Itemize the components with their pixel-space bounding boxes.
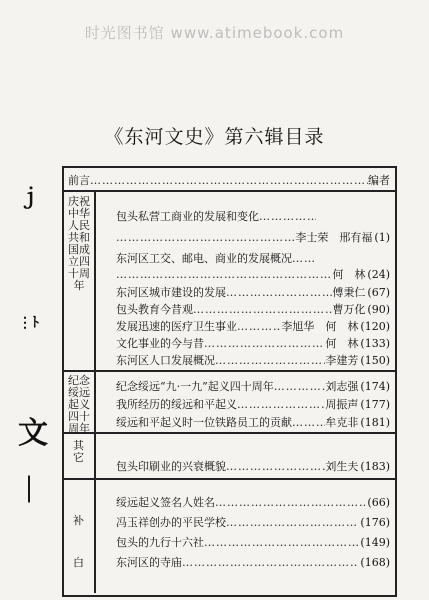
entry-title: 我所经历的绥远和平起义 — [116, 398, 237, 411]
entry-title: 东河区人口发展概况 — [116, 354, 215, 367]
entry-title: 东河区工交、邮电、商业的发展概况 — [116, 252, 292, 265]
entry-title: 东河区城市建设的发展 — [116, 286, 226, 299]
entry-page: (168) — [360, 556, 390, 569]
margin-mark: ⋮ﾄ — [18, 315, 39, 331]
section-divider — [62, 370, 395, 372]
entry-author: 何 林 — [332, 268, 366, 281]
entry-title: 文化事业的今与昔 — [116, 337, 204, 350]
entry-page: (66) — [367, 496, 390, 509]
entry-author: 傅秉仁 — [332, 286, 366, 299]
toc-entry[interactable] — [116, 398, 390, 411]
entry-author: 何 林 — [325, 337, 359, 350]
entry-title: 前言 — [68, 174, 90, 187]
column-divider — [94, 190, 96, 593]
watermark: 时光图书馆 www.atimebook.com — [84, 24, 345, 42]
toc-entry[interactable] — [116, 496, 390, 509]
leader-dots — [237, 320, 281, 333]
leader-dots — [226, 516, 358, 529]
leader-dots — [193, 303, 332, 316]
margin-mark: ｜ — [16, 476, 43, 506]
entry-title: 冯玉祥创办的平民学校 — [116, 516, 226, 529]
section-label: 纪念绥远起义四十周年 — [68, 374, 90, 435]
leader-dots — [204, 536, 358, 549]
preface-entry[interactable] — [68, 174, 390, 187]
toc-entry[interactable] — [116, 320, 390, 333]
leader-dots — [292, 416, 325, 429]
margin-mark: ｊ — [20, 184, 40, 208]
entry-page: (1) — [374, 231, 390, 244]
leader-dots — [226, 286, 332, 299]
entry-title: 东河区的寺庙 — [116, 556, 182, 569]
entry-page: (177) — [360, 398, 390, 411]
entry-page: (176) — [360, 516, 390, 529]
leader-dots — [182, 556, 358, 569]
entry-author: 李旭华 何 林 — [281, 320, 359, 333]
entry-title: 包头的九行十六社 — [116, 536, 204, 549]
leader-dots — [215, 496, 365, 509]
entry-page: (149) — [360, 536, 390, 549]
entry-title: 包头印刷业的兴衰概貌 — [116, 460, 226, 473]
entry-title: 绥远起义签名人姓名 — [116, 496, 215, 509]
section-label: 其它 — [73, 439, 84, 464]
entry-page: (174) — [360, 380, 390, 393]
toc-entry[interactable] — [116, 380, 390, 393]
entry-page: (183) — [360, 460, 390, 473]
entry-author: 李建芳 — [325, 354, 359, 367]
entry-title: 包头私营工商业的发展和变化 — [116, 210, 259, 223]
leader-dots — [116, 231, 295, 244]
toc-entry[interactable] — [116, 337, 390, 350]
toc-entry[interactable] — [116, 252, 316, 265]
toc-entry[interactable] — [116, 516, 390, 529]
leader-dots — [292, 252, 316, 265]
entry-author: 刘志强 — [325, 380, 359, 393]
entry-page: (90) — [367, 303, 390, 316]
entry-author: 编者 — [368, 174, 390, 187]
entry-author: 李士荣 邢有福 — [295, 231, 373, 244]
toc-entry[interactable] — [116, 460, 390, 473]
entry-title: 纪念绥远“九·一九”起义四十周年 — [116, 380, 274, 393]
leader-dots — [274, 380, 326, 393]
entry-title: 绥远和平起义时一位铁路员工的贡献 — [116, 416, 292, 429]
section-label: 庆祝中华人民共和国成立四十周年 — [68, 195, 90, 292]
entry-page: (67) — [367, 286, 390, 299]
toc-entry[interactable] — [116, 303, 390, 316]
entry-author: 周振声 — [325, 398, 359, 411]
leader-dots — [215, 354, 325, 367]
toc-entry[interactable] — [116, 556, 390, 569]
leader-dots — [90, 174, 368, 187]
entry-title: 发展迅速的医疗卫生事业 — [116, 320, 237, 333]
section-divider — [62, 432, 395, 434]
toc-entry[interactable] — [116, 210, 316, 223]
toc-entry[interactable] — [116, 231, 390, 244]
leader-dots — [116, 268, 332, 281]
leader-dots — [237, 398, 325, 411]
section-label: 补白 — [73, 514, 84, 569]
entry-page: (133) — [360, 337, 390, 350]
entry-page: (24) — [367, 268, 390, 281]
toc-entry[interactable] — [116, 354, 390, 367]
entry-page: (150) — [360, 354, 390, 367]
section-divider — [62, 478, 395, 480]
leader-dots — [204, 337, 325, 350]
entry-author: 牟克非 — [325, 416, 359, 429]
leader-dots — [226, 460, 325, 473]
entry-page: (181) — [360, 416, 390, 429]
section-divider — [62, 190, 395, 192]
toc-entry[interactable] — [116, 268, 390, 281]
toc-entry[interactable] — [116, 536, 390, 549]
leader-dots — [259, 210, 316, 223]
entry-author: 曹万化 — [332, 303, 366, 316]
entry-page: (120) — [360, 320, 390, 333]
page-title: 《东河文史》第六辑目录 — [104, 126, 325, 148]
toc-entry[interactable] — [116, 286, 390, 299]
entry-title: 包头教育今昔观 — [116, 303, 193, 316]
toc-entry[interactable] — [116, 416, 390, 429]
entry-author: 刘生夫 — [325, 460, 359, 473]
margin-mark: 文 — [18, 416, 48, 451]
